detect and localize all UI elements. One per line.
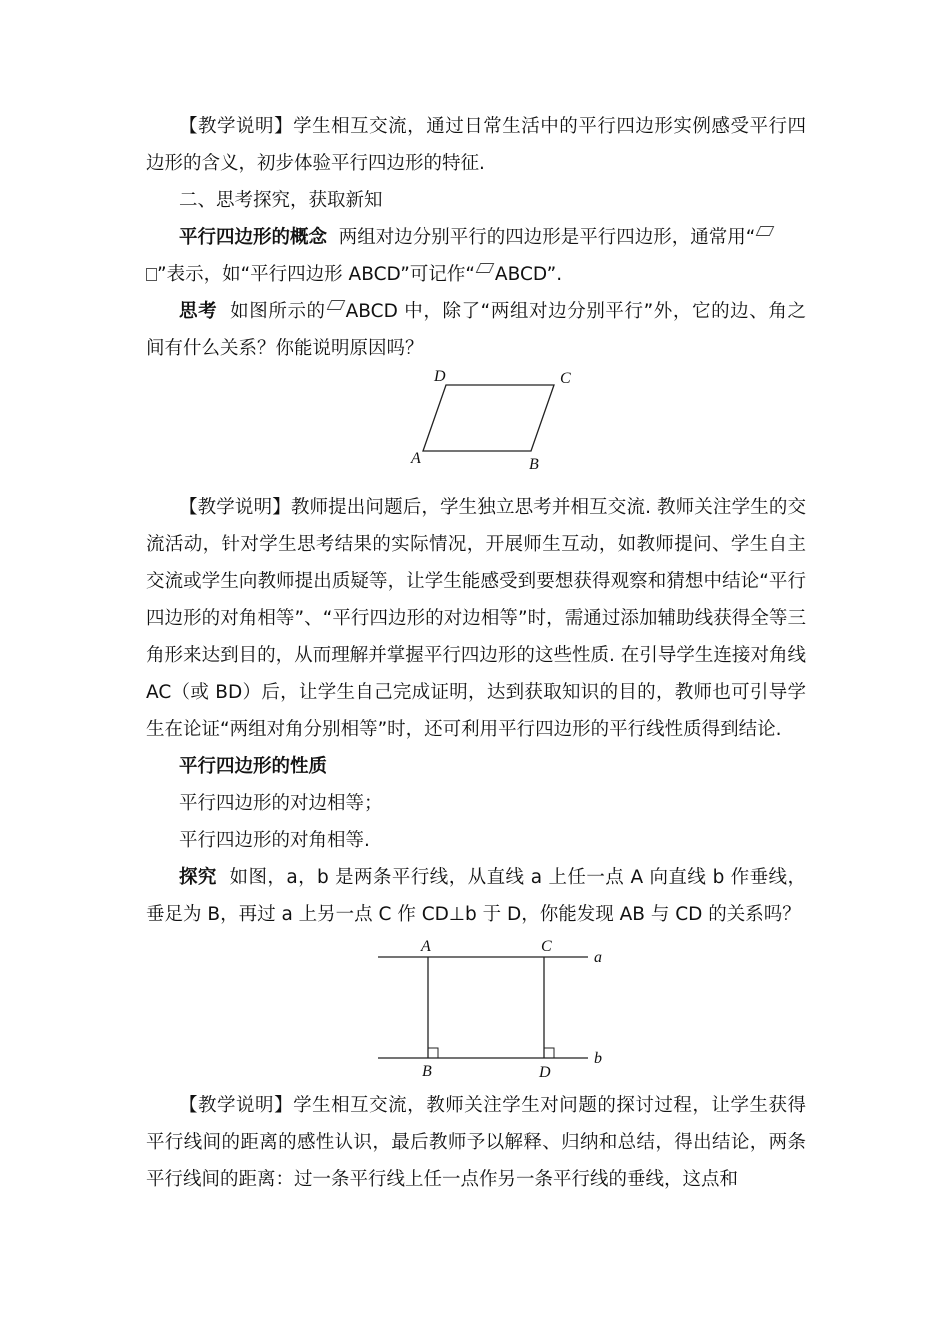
- explore-text: 如图，a，b 是两条平行线，从直线 a 上任一点 A 向直线 b 作垂线，垂足为 B，再过 a 上另一点 C 作 CD⊥b 于 D，你能发现 AB 与 CD 的关系吗？: [146, 867, 806, 925]
- parallelogram-symbol-icon: [326, 300, 345, 310]
- parallel-lines-diagram: [146, 937, 806, 1087]
- label-c-point: C: [541, 938, 552, 955]
- think-title: 思考: [179, 301, 218, 322]
- concept-text-1: 两组对边分别平行的四边形是平行四边形，通常用“: [338, 227, 756, 248]
- label-a-point: A: [421, 938, 431, 955]
- right-angle-b-icon: [428, 1048, 438, 1058]
- property-title: 平行四边形的性质: [179, 756, 328, 777]
- document-body: [146, 108, 806, 1198]
- property-line-1: 平行四边形的对边相等；: [179, 793, 383, 814]
- explore-paragraph: [146, 859, 806, 933]
- parallel-lines-figure: [146, 937, 806, 1087]
- concept-title: 平行四边形的概念: [179, 227, 328, 248]
- right-angle-d-icon: [544, 1048, 554, 1058]
- section-heading: 二、思考探究，获取新知: [179, 190, 383, 211]
- parallelogram-symbol-icon: [476, 263, 495, 273]
- think-text-1: 如图所示的: [230, 301, 326, 322]
- label-line-b: b: [594, 1050, 602, 1067]
- teaching-note-2: 【教学说明】教师提出问题后，学生独立思考并相互交流. 教师关注学生的交流活动，针对学生思考结果的实际情况，开展师生互动，如教师提问、学生自主交流或学生向教师提出质疑等，让学生能感受到要想获得观察和猜想中结论“平行四边形的对角相等”、“平行四边形的对边相等”时，需通过添加辅助线获得全等三角形来达到目的，从而理解并掌握平行四边形的这些性质. 在引导学生连接对角线 AC（或 BD）后，让学生自己完成证明，达到获取知识的目的，教师也可引导学生在论证“两组对角分别相等”时，还可利用平行四边形的平行线性质得到结论.: [146, 497, 806, 740]
- label-b-point: B: [422, 1063, 432, 1080]
- think-text-2: ABCD 中，除了“两组对边分别平行”外，它的边、角之间有什么关系？你能说明原因吗？: [146, 301, 806, 359]
- concept-text-2: ”表示，如“平行四边形 ABCD”可记作“: [157, 264, 475, 285]
- teaching-note-1: 【教学说明】学生相互交流，通过日常生活中的平行四边形实例感受平行四边形的含义，初步体验平行四边形的特征.: [146, 116, 806, 174]
- teaching-note-3: 【教学说明】学生相互交流，教师关注学生对问题的探讨过程，让学生获得平行线间的距离的感性认识，最后教师予以解释、归纳和总结，得出结论，两条平行线间的距离：过一条平行线上任一点作另一条平行线的垂线，这点和: [146, 1095, 806, 1190]
- label-a: A: [411, 450, 421, 467]
- label-line-a: a: [594, 949, 602, 966]
- label-b: B: [529, 456, 539, 473]
- property-line-2: 平行四边形的对角相等.: [179, 830, 370, 851]
- concept-text-3: ABCD”.: [494, 264, 563, 285]
- parallelogram-shape: [423, 385, 554, 451]
- explore-title: 探究: [179, 867, 217, 888]
- concept-paragraph: [146, 219, 806, 293]
- label-d: D: [434, 369, 446, 385]
- label-d-point: D: [539, 1064, 551, 1081]
- parallelogram-diagram: [146, 369, 806, 481]
- parallelogram-figure: [146, 369, 806, 481]
- parallelogram-symbol-icon: [756, 226, 775, 236]
- think-paragraph: [146, 293, 806, 367]
- label-c: C: [560, 370, 571, 387]
- placeholder-box-icon: [146, 268, 157, 281]
